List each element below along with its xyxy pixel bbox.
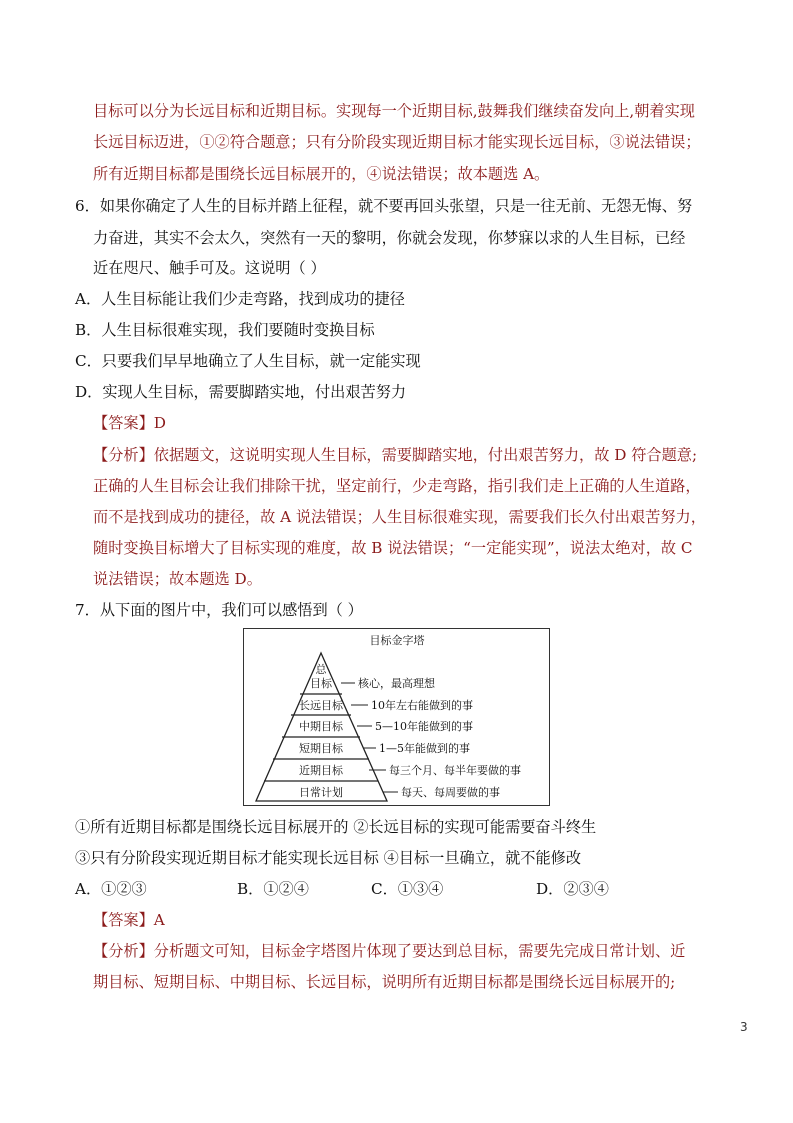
q7-statements-line-2: ③只有分阶段实现近期目标才能实现长远目标 ④目标一旦确立，就不能修改	[75, 849, 582, 867]
goal-pyramid-svg	[244, 629, 551, 807]
q6-analysis-line-3: 而不是找到成功的捷径，故 A 说法错误；人生目标很难实现，需要我们长久付出艰苦努力，	[93, 508, 706, 526]
q6-analysis-line-1	[93, 445, 697, 465]
desc-near-term: 每三个月、每半年要做的事	[389, 764, 521, 777]
q7-option-c: C．①③④	[371, 880, 444, 898]
figure-title: 目标金字塔	[369, 634, 425, 647]
q7-analysis-text-1: 分析题文可知，目标金字塔图片体现了要达到总目标，需要先完成日常计划、近	[153, 942, 686, 960]
level-mid-term: 中期目标	[299, 720, 343, 733]
q6-answer	[93, 413, 166, 433]
desc-short-term: 1—5年能做到的事	[379, 742, 470, 755]
q7-answer	[93, 910, 165, 930]
q6-analysis-text-1: 依据题文，这说明实现人生目标，需要脚踏实地，付出艰苦努力，故 D 符合题意;	[153, 446, 698, 464]
q5-analysis-line-3: 所有近期目标都是围绕长远目标展开的，④说法错误；故本题选 A。	[93, 165, 550, 183]
q7-analysis-line-2: 期目标、短期目标、中期目标、长远目标，说明所有近期目标都是围绕长远目标展开的;	[93, 973, 676, 991]
q6-stem-line-2: 力奋进，其实不会太久，突然有一天的黎明，你就会发现，你梦寐以求的人生目标，已经	[93, 229, 686, 247]
q6-stem-line-1: 6．如果你确定了人生的目标并踏上征程，就不要再回头张望，只是一往无前、无怨无悔、努	[75, 197, 693, 215]
level-top-char: 总	[315, 663, 327, 676]
q7-option-d: D．②③④	[536, 880, 609, 898]
page-number: 3	[740, 1020, 748, 1034]
desc-total: 核心，最高理想	[358, 677, 435, 690]
goal-pyramid-figure	[243, 628, 550, 806]
q6-analysis-line-2: 正确的人生目标会让我们排除干扰，坚定前行，少走弯路，指引我们走上正确的人生道路，	[93, 477, 701, 495]
desc-mid-term: 5—10年能做到的事	[375, 720, 473, 733]
level-near-term: 近期目标	[299, 764, 343, 777]
q7-statements-line-1: ①所有近期目标都是围绕长远目标展开的 ②长远目标的实现可能需要奋斗终生	[75, 818, 597, 836]
q6-analysis-line-5: 说法错误；故本题选 D。	[93, 570, 262, 588]
q6-option-c: C．只要我们早早地确立了人生目标，就一定能实现	[75, 352, 421, 370]
level-short-term: 短期目标	[299, 742, 343, 755]
q6-option-b: B．人生目标很难实现，我们要随时变换目标	[75, 321, 375, 339]
desc-daily: 每天、每周要做的事	[401, 786, 500, 799]
q7-analysis-line-1	[93, 941, 685, 961]
q6-answer-tag: 【答案】	[93, 414, 154, 432]
level-top-name: 目标	[310, 677, 332, 690]
q6-analysis-tag: 【分析】	[93, 446, 154, 464]
q7-answer-tag: 【答案】	[93, 911, 154, 929]
q6-analysis-line-4: 随时变换目标增大了目标实现的难度，故 B 说法错误；“一定能实现”，说法太绝对，故 C	[93, 539, 693, 557]
q7-analysis-tag: 【分析】	[93, 942, 154, 960]
q7-stem: 7．从下面的图片中，我们可以感悟到（ ）	[75, 601, 363, 619]
desc-long-term: 10年左右能做到的事	[371, 699, 473, 712]
q6-option-d: D．实现人生目标，需要脚踏实地，付出艰苦努力	[75, 383, 407, 401]
q6-stem-line-3: 近在咫尺、触手可及。这说明（ ）	[93, 259, 326, 277]
q6-answer-value: D	[153, 414, 166, 432]
q7-option-b: B．①②④	[237, 880, 309, 898]
q5-analysis-line-1: 目标可以分为长远目标和近期目标。实现每一个近期目标,鼓舞我们继续奋发向上,朝着实现	[93, 102, 695, 120]
q7-option-a: A．①②③	[75, 880, 147, 898]
level-daily: 日常计划	[299, 786, 343, 799]
q7-answer-value: A	[153, 911, 165, 929]
q5-analysis-line-2: 长远目标迈进，①②符合题意；只有分阶段实现近期目标才能实现长远目标，③说法错误；	[93, 133, 701, 151]
level-long-term: 长远目标	[299, 699, 343, 712]
q6-option-a: A．人生目标能让我们少走弯路，找到成功的捷径	[75, 290, 405, 308]
